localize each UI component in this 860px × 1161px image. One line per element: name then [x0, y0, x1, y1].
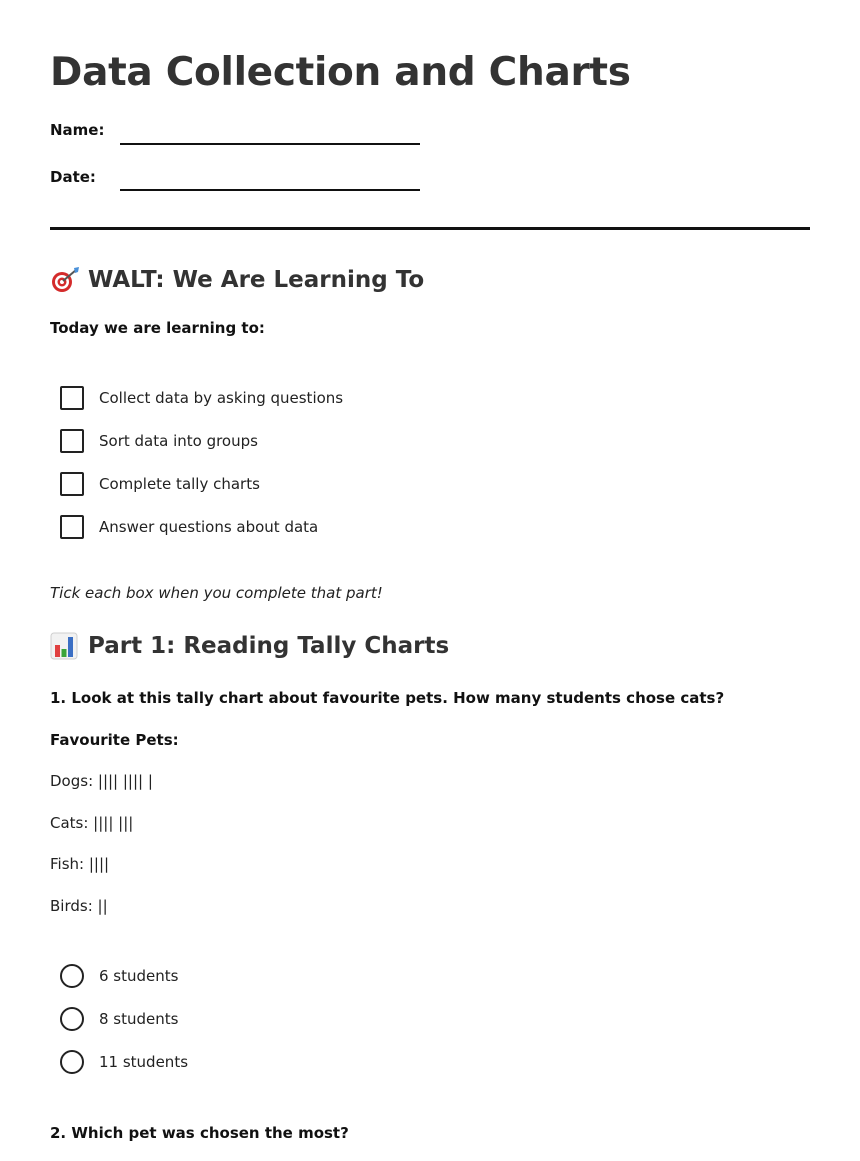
walt-item-collect[interactable] — [60, 386, 343, 410]
tally-row-dogs: Dogs: |||| |||| | — [50, 772, 153, 790]
part1-heading — [50, 632, 449, 660]
walt-heading-text: WALT: We Are Learning To — [88, 267, 425, 293]
walt-intro: Today we are learning to: — [50, 319, 265, 337]
date-label: Date: — [50, 168, 96, 186]
q1-option-8[interactable] — [60, 1007, 178, 1031]
date-field[interactable] — [120, 189, 420, 191]
walt-note: Tick each box when you complete that part! — [50, 584, 383, 602]
option-label: 6 students — [99, 967, 179, 985]
tally-row-fish: Fish: |||| — [50, 855, 110, 873]
q1-option-11[interactable] — [60, 1050, 188, 1074]
checkbox[interactable] — [60, 429, 84, 453]
tally-row-cats: Cats: |||| ||| — [50, 814, 134, 832]
radio-button[interactable] — [60, 1007, 84, 1031]
q1-option-6[interactable] — [60, 964, 178, 988]
checkbox[interactable] — [60, 386, 84, 410]
option-label: 8 students — [99, 1010, 179, 1028]
tally-row-birds: Birds: || — [50, 897, 108, 915]
radio-button[interactable] — [60, 1050, 84, 1074]
walt-item-sort[interactable] — [60, 429, 258, 453]
header-divider — [50, 227, 810, 230]
checkbox[interactable] — [60, 515, 84, 539]
name-field[interactable] — [120, 143, 420, 145]
tally-chart-title: Favourite Pets: — [50, 731, 179, 749]
walt-item-answer[interactable] — [60, 515, 318, 539]
page-title: Data Collection and Charts — [50, 50, 631, 95]
option-label: 11 students — [99, 1053, 189, 1071]
target-dart-icon — [50, 266, 80, 294]
radio-button[interactable] — [60, 964, 84, 988]
question-2: 2. Which pet was chosen the most? — [50, 1124, 349, 1142]
question-1: 1. Look at this tally chart about favourite pets. How many students chose cats? — [50, 689, 725, 707]
walt-item-label: Answer questions about data — [99, 518, 319, 536]
bar-chart-icon — [50, 632, 80, 660]
name-label: Name: — [50, 121, 105, 139]
walt-item-label: Complete tally charts — [99, 475, 260, 493]
walt-item-label: Sort data into groups — [99, 432, 258, 450]
part1-heading-text: Part 1: Reading Tally Charts — [88, 633, 450, 659]
checkbox[interactable] — [60, 472, 84, 496]
walt-item-tally[interactable] — [60, 472, 260, 496]
walt-heading — [50, 266, 424, 294]
walt-item-label: Collect data by asking questions — [99, 389, 344, 407]
